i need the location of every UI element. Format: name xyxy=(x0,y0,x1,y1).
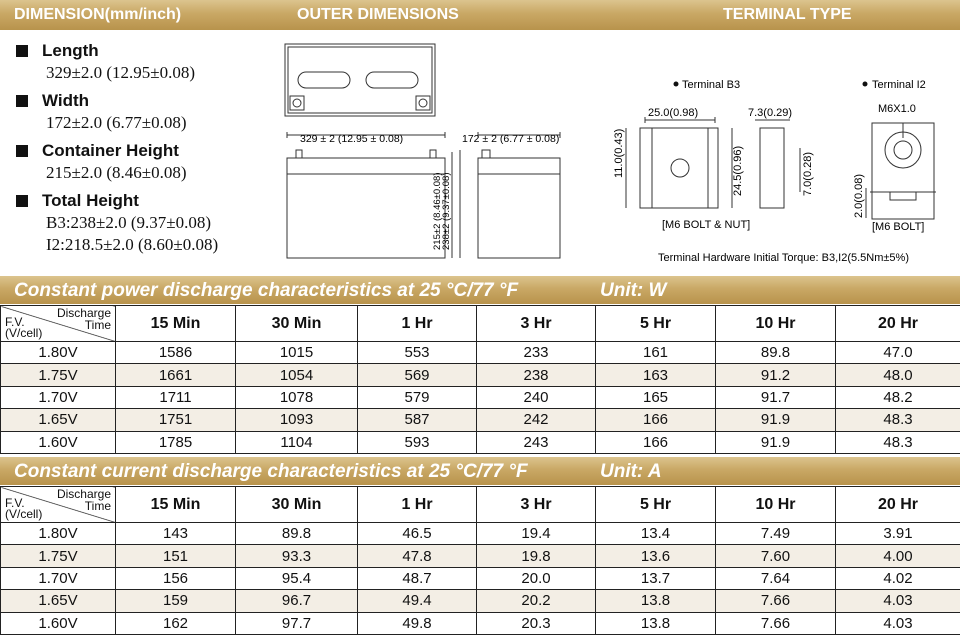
column-header: 15 Min xyxy=(116,306,236,342)
value-cell: 240 xyxy=(477,386,596,408)
value-cell: 13.6 xyxy=(596,545,716,567)
column-header: 10 Hr xyxy=(716,487,836,523)
current-discharge-table xyxy=(0,486,960,635)
outer-dimensions-header: OUTER DIMENSIONS xyxy=(297,6,459,23)
final-voltage-cell: 1.70V xyxy=(1,567,116,589)
value-cell: 91.9 xyxy=(716,431,836,453)
value-cell: 1054 xyxy=(236,364,358,386)
value-cell: 49.8 xyxy=(358,612,477,634)
value-cell: 7.60 xyxy=(716,545,836,567)
terminal-type-drawing xyxy=(600,68,960,270)
front-width-dimension: 329 ± 2 (12.95 ± 0.08) xyxy=(300,133,404,145)
value-cell: 1661 xyxy=(116,364,236,386)
value-cell: 4.03 xyxy=(836,590,960,612)
value-cell: 1785 xyxy=(116,431,236,453)
value-cell: 587 xyxy=(358,409,477,431)
bullet-dot-icon xyxy=(674,82,679,87)
table-row xyxy=(1,612,960,634)
final-voltage-cell: 1.80V xyxy=(1,342,116,364)
value-cell: 163 xyxy=(596,364,716,386)
value-cell: 13.8 xyxy=(596,612,716,634)
value-cell: 97.7 xyxy=(236,612,358,634)
value-cell: 95.4 xyxy=(236,567,358,589)
value-cell: 238 xyxy=(477,364,596,386)
container-height-value: 215±2.0 (8.46±0.08) xyxy=(46,163,187,182)
current-section-unit: Unit: A xyxy=(600,461,662,482)
value-cell: 20.3 xyxy=(477,612,596,634)
column-header: 15 Min xyxy=(116,487,236,523)
value-cell: 13.4 xyxy=(596,523,716,545)
final-voltage-cell: 1.65V xyxy=(1,409,116,431)
value-cell: 156 xyxy=(116,567,236,589)
width-label: Width xyxy=(16,90,276,112)
b3-height-total: 24.5(0.96) xyxy=(732,145,744,196)
b3-height-small: 11.0(0.43) xyxy=(613,128,625,178)
terminal-type-header: TERMINAL TYPE xyxy=(723,6,852,23)
power-section-unit: Unit: W xyxy=(600,280,667,301)
value-cell: 7.66 xyxy=(716,590,836,612)
value-cell: 593 xyxy=(358,431,477,453)
column-header: 30 Min xyxy=(236,487,358,523)
value-cell: 162 xyxy=(116,612,236,634)
width-value: 172±2.0 (6.77±0.08) xyxy=(46,113,187,132)
value-cell: 1015 xyxy=(236,342,358,364)
value-cell: 166 xyxy=(596,409,716,431)
terminal-b3-title: Terminal B3 xyxy=(682,79,741,91)
value-cell: 48.3 xyxy=(836,431,960,453)
value-cell: 7.66 xyxy=(716,612,836,634)
value-cell: 89.8 xyxy=(716,342,836,364)
bullet-dot-icon xyxy=(863,82,868,87)
container-height-dimension: 215±2 (8.46±0.08) xyxy=(432,172,443,250)
power-discharge-table xyxy=(0,305,960,454)
table-corner-header: Discharge Time F.V. (V/cell) xyxy=(1,306,116,342)
value-cell: 4.00 xyxy=(836,545,960,567)
container-height-label: Container Height xyxy=(16,140,276,162)
column-header: 10 Hr xyxy=(716,306,836,342)
column-header: 3 Hr xyxy=(477,487,596,523)
value-cell: 151 xyxy=(116,545,236,567)
final-voltage-cell: 1.65V xyxy=(1,590,116,612)
column-header: 5 Hr xyxy=(596,306,716,342)
final-voltage-cell: 1.60V xyxy=(1,612,116,634)
value-cell: 7.49 xyxy=(716,523,836,545)
table-row xyxy=(1,386,960,408)
value-cell: 553 xyxy=(358,342,477,364)
value-cell: 569 xyxy=(358,364,477,386)
value-cell: 3.91 xyxy=(836,523,960,545)
total-height-dimension: 238±2 (9.37±0.08) xyxy=(441,172,452,250)
column-header: 1 Hr xyxy=(358,306,477,342)
total-height-b3: B3:238±2.0 (9.37±0.08) xyxy=(46,213,212,232)
table-row xyxy=(1,431,960,453)
bullet-icon xyxy=(16,95,28,107)
total-height-i2: I2:218.5±2.0 (8.60±0.08) xyxy=(46,235,219,254)
value-cell: 243 xyxy=(477,431,596,453)
value-cell: 91.9 xyxy=(716,409,836,431)
column-header: 1 Hr xyxy=(358,487,477,523)
dimension-header: DIMENSION(mm/inch) xyxy=(14,6,182,23)
value-cell: 1586 xyxy=(116,342,236,364)
value-cell: 7.64 xyxy=(716,567,836,589)
value-cell: 19.8 xyxy=(477,545,596,567)
power-section-title: Constant power discharge characteristics at 25 °C/77 °F xyxy=(14,280,519,301)
side-width-dimension: 172 ± 2 (6.77 ± 0.08) xyxy=(462,133,560,145)
value-cell: 4.03 xyxy=(836,612,960,634)
bullet-icon xyxy=(16,145,28,157)
power-section-bar xyxy=(0,276,960,304)
final-voltage-cell: 1.75V xyxy=(1,545,116,567)
terminal-i2-title: Terminal I2 xyxy=(872,79,926,91)
value-cell: 242 xyxy=(477,409,596,431)
b3-thickness-dimension: 7.3(0.29) xyxy=(748,107,793,119)
value-cell: 20.2 xyxy=(477,590,596,612)
i2-bolt-label: [M6 BOLT] xyxy=(872,221,925,233)
value-cell: 47.8 xyxy=(358,545,477,567)
value-cell: 48.0 xyxy=(836,364,960,386)
value-cell: 1078 xyxy=(236,386,358,408)
value-cell: 579 xyxy=(358,386,477,408)
table-row xyxy=(1,523,960,545)
i2-size-label: M6X1.0 xyxy=(878,103,916,115)
dimension-header-bar xyxy=(0,0,960,30)
total-height-label: Total Height xyxy=(16,190,276,212)
final-voltage-cell: 1.60V xyxy=(1,431,116,453)
outer-dimensions-drawing xyxy=(270,32,580,267)
column-header: 5 Hr xyxy=(596,487,716,523)
table-row xyxy=(1,409,960,431)
value-cell: 1104 xyxy=(236,431,358,453)
column-header: 20 Hr xyxy=(836,306,960,342)
column-header: 20 Hr xyxy=(836,487,960,523)
bullet-icon xyxy=(16,45,28,57)
length-value: 329±2.0 (12.95±0.08) xyxy=(46,63,195,82)
value-cell: 13.7 xyxy=(596,567,716,589)
value-cell: 4.02 xyxy=(836,567,960,589)
final-voltage-cell: 1.75V xyxy=(1,364,116,386)
value-cell: 91.2 xyxy=(716,364,836,386)
final-voltage-cell: 1.80V xyxy=(1,523,116,545)
value-cell: 93.3 xyxy=(236,545,358,567)
table-row xyxy=(1,364,960,386)
final-voltage-cell: 1.70V xyxy=(1,386,116,408)
value-cell: 143 xyxy=(116,523,236,545)
value-cell: 233 xyxy=(477,342,596,364)
value-cell: 20.0 xyxy=(477,567,596,589)
b3-bolt-label: [M6 BOLT & NUT] xyxy=(662,219,751,231)
value-cell: 159 xyxy=(116,590,236,612)
value-cell: 1711 xyxy=(116,386,236,408)
value-cell: 19.4 xyxy=(477,523,596,545)
value-cell: 165 xyxy=(596,386,716,408)
i2-height-dimension: 2.0(0.08) xyxy=(853,173,865,218)
table-corner-header: Discharge Time F.V. (V/cell) xyxy=(1,487,116,523)
b3-height-nut: 7.0(0.28) xyxy=(802,151,814,196)
torque-note: Terminal Hardware Initial Torque: B3,I2(5.5Nm±5%) xyxy=(658,252,909,264)
current-section-bar xyxy=(0,457,960,485)
value-cell: 161 xyxy=(596,342,716,364)
dimension-list xyxy=(16,40,276,256)
column-header: 3 Hr xyxy=(477,306,596,342)
value-cell: 48.7 xyxy=(358,567,477,589)
value-cell: 48.2 xyxy=(836,386,960,408)
b3-width-dimension: 25.0(0.98) xyxy=(648,107,699,119)
table-row xyxy=(1,342,960,364)
table-row xyxy=(1,545,960,567)
value-cell: 48.3 xyxy=(836,409,960,431)
value-cell: 13.8 xyxy=(596,590,716,612)
current-section-title: Constant current discharge characteristics at 25 °C/77 °F xyxy=(14,461,528,482)
value-cell: 1751 xyxy=(116,409,236,431)
value-cell: 166 xyxy=(596,431,716,453)
value-cell: 96.7 xyxy=(236,590,358,612)
value-cell: 47.0 xyxy=(836,342,960,364)
table-row xyxy=(1,567,960,589)
table-row xyxy=(1,590,960,612)
value-cell: 1093 xyxy=(236,409,358,431)
value-cell: 91.7 xyxy=(716,386,836,408)
bullet-icon xyxy=(16,195,28,207)
value-cell: 89.8 xyxy=(236,523,358,545)
length-label: Length xyxy=(16,40,276,62)
column-header: 30 Min xyxy=(236,306,358,342)
value-cell: 49.4 xyxy=(358,590,477,612)
value-cell: 46.5 xyxy=(358,523,477,545)
